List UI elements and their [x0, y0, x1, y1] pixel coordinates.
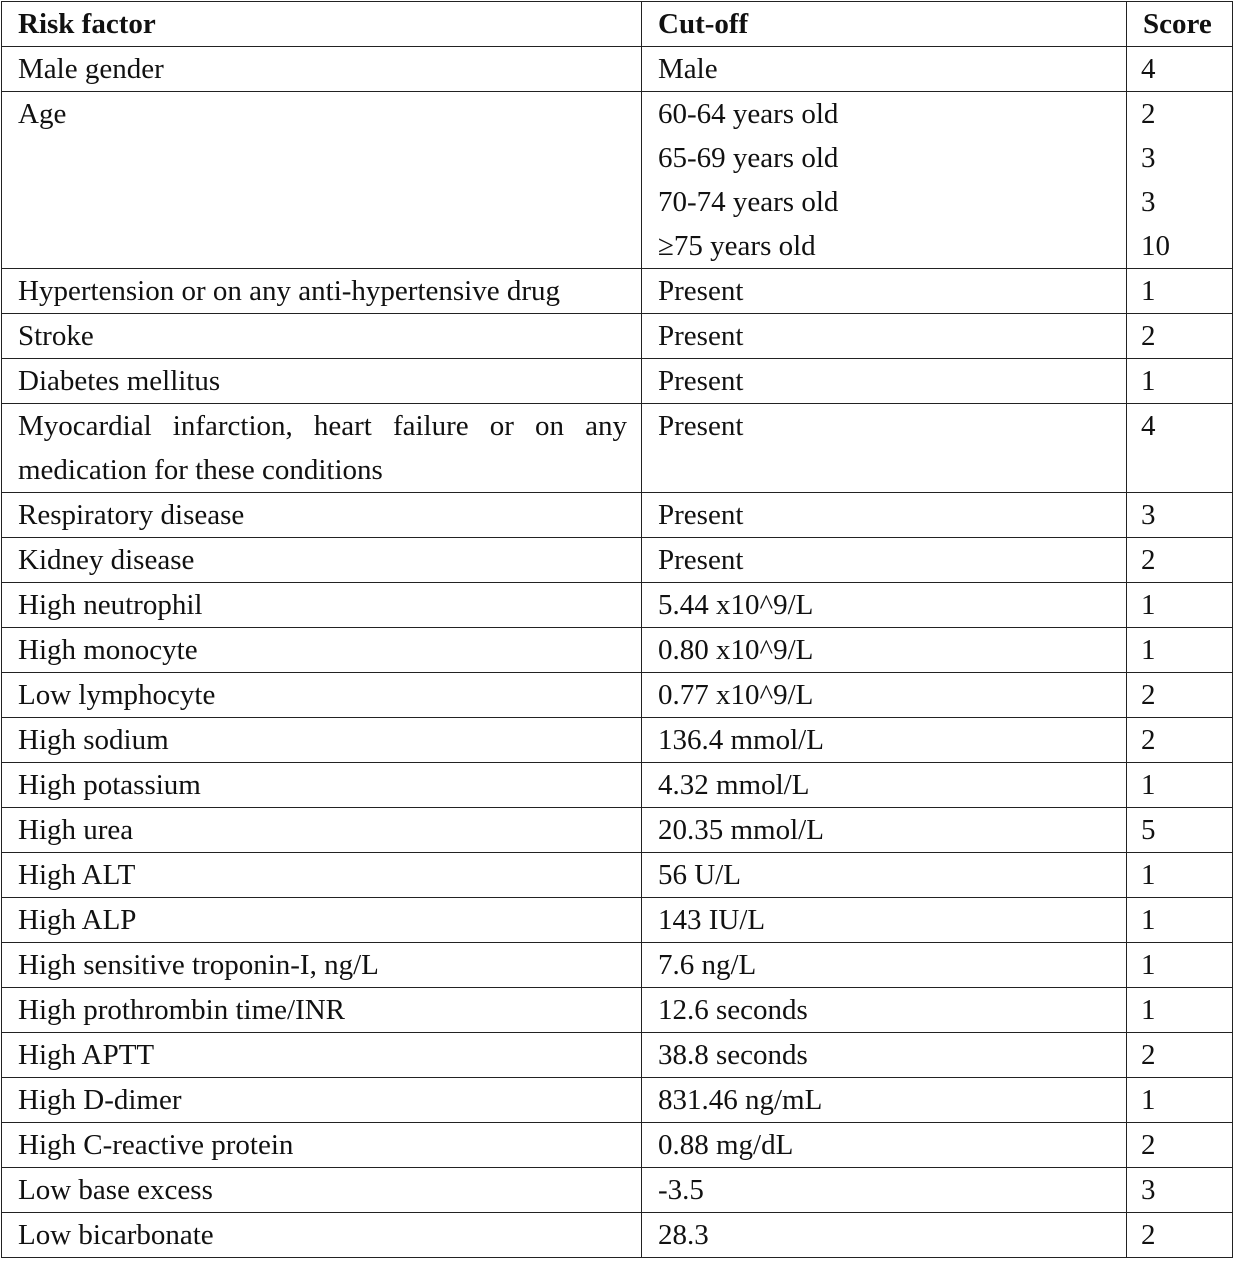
score-cell — [1127, 1168, 1233, 1213]
risk-factor-cell: High sodium — [2, 718, 642, 763]
cut-off-cell — [642, 898, 1127, 943]
score-value: 1 — [1141, 275, 1156, 307]
score-cell — [1127, 538, 1233, 583]
score-value: 10 — [1141, 230, 1170, 262]
score-cell — [1127, 92, 1233, 269]
cut-off-value: Present — [658, 499, 744, 531]
risk-factor-cell: Respiratory disease — [2, 493, 642, 538]
score-cell — [1127, 898, 1233, 943]
table-body — [2, 47, 1233, 1258]
table-row — [2, 92, 1233, 269]
cut-off-cell — [642, 853, 1127, 898]
cut-off-cell — [642, 763, 1127, 808]
risk-score-table — [1, 1, 1233, 1258]
score-cell — [1127, 988, 1233, 1033]
cut-off-value: 70-74 years old — [658, 186, 839, 218]
cut-off-value: 38.8 seconds — [658, 1039, 808, 1071]
cut-off-value: Male — [658, 53, 718, 85]
score-value: 2 — [1141, 724, 1156, 756]
risk-factor-cell: Age — [2, 92, 642, 269]
table-row — [2, 763, 1233, 808]
table-row — [2, 1123, 1233, 1168]
cut-off-value: Present — [658, 275, 744, 307]
score-value: 1 — [1141, 994, 1156, 1026]
cut-off-value: 143 IU/L — [658, 904, 766, 936]
table-row — [2, 314, 1233, 359]
risk-factor-cell: High D-dimer — [2, 1078, 642, 1123]
score-cell — [1127, 808, 1233, 853]
cut-off-cell — [642, 1123, 1127, 1168]
table-row — [2, 538, 1233, 583]
cut-off-cell — [642, 92, 1127, 269]
cut-off-cell — [642, 1168, 1127, 1213]
table-row — [2, 359, 1233, 404]
cut-off-value: 0.88 mg/dL — [658, 1129, 794, 1161]
cut-off-value: 56 U/L — [658, 859, 741, 891]
score-cell — [1127, 493, 1233, 538]
table-row — [2, 673, 1233, 718]
score-cell — [1127, 853, 1233, 898]
score-value: 5 — [1141, 814, 1156, 846]
cut-off-cell — [642, 673, 1127, 718]
table-row — [2, 583, 1233, 628]
table-header-row — [2, 2, 1233, 47]
score-cell — [1127, 718, 1233, 763]
table-row — [2, 628, 1233, 673]
risk-factor-cell: High monocyte — [2, 628, 642, 673]
score-value: 1 — [1141, 769, 1156, 801]
cut-off-cell — [642, 269, 1127, 314]
table-row — [2, 718, 1233, 763]
table-row — [2, 853, 1233, 898]
score-cell — [1127, 1033, 1233, 1078]
cut-off-value: -3.5 — [658, 1174, 704, 1206]
cut-off-value: 5.44 x10^9/L — [658, 589, 814, 621]
risk-factor-cell: High APTT — [2, 1033, 642, 1078]
cut-off-value: 7.6 ng/L — [658, 949, 757, 981]
cut-off-cell — [642, 493, 1127, 538]
cut-off-value: 4.32 mmol/L — [658, 769, 810, 801]
cut-off-cell — [642, 718, 1127, 763]
score-value: 3 — [1141, 499, 1156, 531]
score-value: 1 — [1141, 904, 1156, 936]
cut-off-value: 136.4 mmol/L — [658, 724, 824, 756]
table-row — [2, 47, 1233, 92]
cut-off-cell — [642, 359, 1127, 404]
score-value: 3 — [1141, 186, 1156, 218]
cut-off-cell — [642, 628, 1127, 673]
score-cell — [1127, 628, 1233, 673]
risk-factor-cell: High ALT — [2, 853, 642, 898]
cut-off-cell — [642, 943, 1127, 988]
table-row — [2, 898, 1233, 943]
score-cell — [1127, 314, 1233, 359]
cut-off-value: 12.6 seconds — [658, 994, 808, 1026]
risk-factor-cell: Myocardial infarction, heart failure or on any medication for these conditions — [2, 404, 642, 493]
score-value: 1 — [1141, 634, 1156, 666]
cut-off-value: 0.77 x10^9/L — [658, 679, 814, 711]
table-row — [2, 1213, 1233, 1258]
score-value: 2 — [1141, 679, 1156, 711]
header-score: Score — [1127, 2, 1233, 47]
score-cell — [1127, 673, 1233, 718]
cut-off-cell — [642, 404, 1127, 493]
table-row — [2, 1168, 1233, 1213]
cut-off-value: 65-69 years old — [658, 142, 839, 174]
score-value: 4 — [1141, 410, 1156, 442]
risk-factor-cell: High sensitive troponin-I, ng/L — [2, 943, 642, 988]
risk-factor-cell: Diabetes mellitus — [2, 359, 642, 404]
risk-factor-cell: High neutrophil — [2, 583, 642, 628]
cut-off-cell — [642, 314, 1127, 359]
cut-off-value: 831.46 ng/mL — [658, 1084, 823, 1116]
score-value: 2 — [1141, 320, 1156, 352]
score-value: 3 — [1141, 142, 1156, 174]
score-cell — [1127, 1213, 1233, 1258]
risk-factor-cell: Hypertension or on any anti-hypertensive drug — [2, 269, 642, 314]
score-cell — [1127, 1123, 1233, 1168]
score-value: 1 — [1141, 859, 1156, 891]
risk-factor-cell: Stroke — [2, 314, 642, 359]
cut-off-value: Present — [658, 320, 744, 352]
header-risk-factor: Risk factor — [2, 2, 642, 47]
cut-off-value: 0.80 x10^9/L — [658, 634, 814, 666]
risk-factor-cell: Low bicarbonate — [2, 1213, 642, 1258]
score-value: 2 — [1141, 1129, 1156, 1161]
table-row — [2, 1078, 1233, 1123]
risk-factor-cell: Low lymphocyte — [2, 673, 642, 718]
table-row — [2, 943, 1233, 988]
score-value: 4 — [1141, 53, 1156, 85]
risk-factor-cell: Male gender — [2, 47, 642, 92]
risk-factor-cell: High potassium — [2, 763, 642, 808]
score-value: 2 — [1141, 1039, 1156, 1071]
table-row — [2, 808, 1233, 853]
risk-factor-cell: High ALP — [2, 898, 642, 943]
table-row — [2, 988, 1233, 1033]
header-cut-off: Cut-off — [642, 2, 1127, 47]
risk-factor-cell: High prothrombin time/INR — [2, 988, 642, 1033]
score-cell — [1127, 47, 1233, 92]
cut-off-value: 20.35 mmol/L — [658, 814, 824, 846]
score-value: 1 — [1141, 1084, 1156, 1116]
score-cell — [1127, 269, 1233, 314]
risk-factor-cell: Kidney disease — [2, 538, 642, 583]
score-cell — [1127, 359, 1233, 404]
cut-off-value: Present — [658, 544, 744, 576]
cut-off-cell — [642, 47, 1127, 92]
score-value: 1 — [1141, 365, 1156, 397]
risk-factor-cell: High C-reactive protein — [2, 1123, 642, 1168]
table-row — [2, 493, 1233, 538]
risk-factor-cell: High urea — [2, 808, 642, 853]
cut-off-cell — [642, 1078, 1127, 1123]
risk-factor-cell: Low base excess — [2, 1168, 642, 1213]
score-value: 2 — [1141, 544, 1156, 576]
score-value: 1 — [1141, 949, 1156, 981]
cut-off-cell — [642, 538, 1127, 583]
table-row — [2, 1033, 1233, 1078]
cut-off-cell — [642, 583, 1127, 628]
score-cell — [1127, 943, 1233, 988]
table-row — [2, 404, 1233, 493]
cut-off-cell — [642, 1033, 1127, 1078]
score-cell — [1127, 1078, 1233, 1123]
score-value: 3 — [1141, 1174, 1156, 1206]
cut-off-value: 28.3 — [658, 1219, 709, 1251]
cut-off-cell — [642, 988, 1127, 1033]
cut-off-value: ≥75 years old — [658, 230, 816, 262]
score-cell — [1127, 404, 1233, 493]
table-row — [2, 269, 1233, 314]
score-value: 2 — [1141, 1219, 1156, 1251]
score-value: 1 — [1141, 589, 1156, 621]
cut-off-value: Present — [658, 365, 744, 397]
cut-off-cell — [642, 1213, 1127, 1258]
score-cell — [1127, 583, 1233, 628]
cut-off-value: Present — [658, 410, 744, 442]
cut-off-cell — [642, 808, 1127, 853]
score-cell — [1127, 763, 1233, 808]
score-value: 2 — [1141, 98, 1156, 130]
cut-off-value: 60-64 years old — [658, 98, 839, 130]
